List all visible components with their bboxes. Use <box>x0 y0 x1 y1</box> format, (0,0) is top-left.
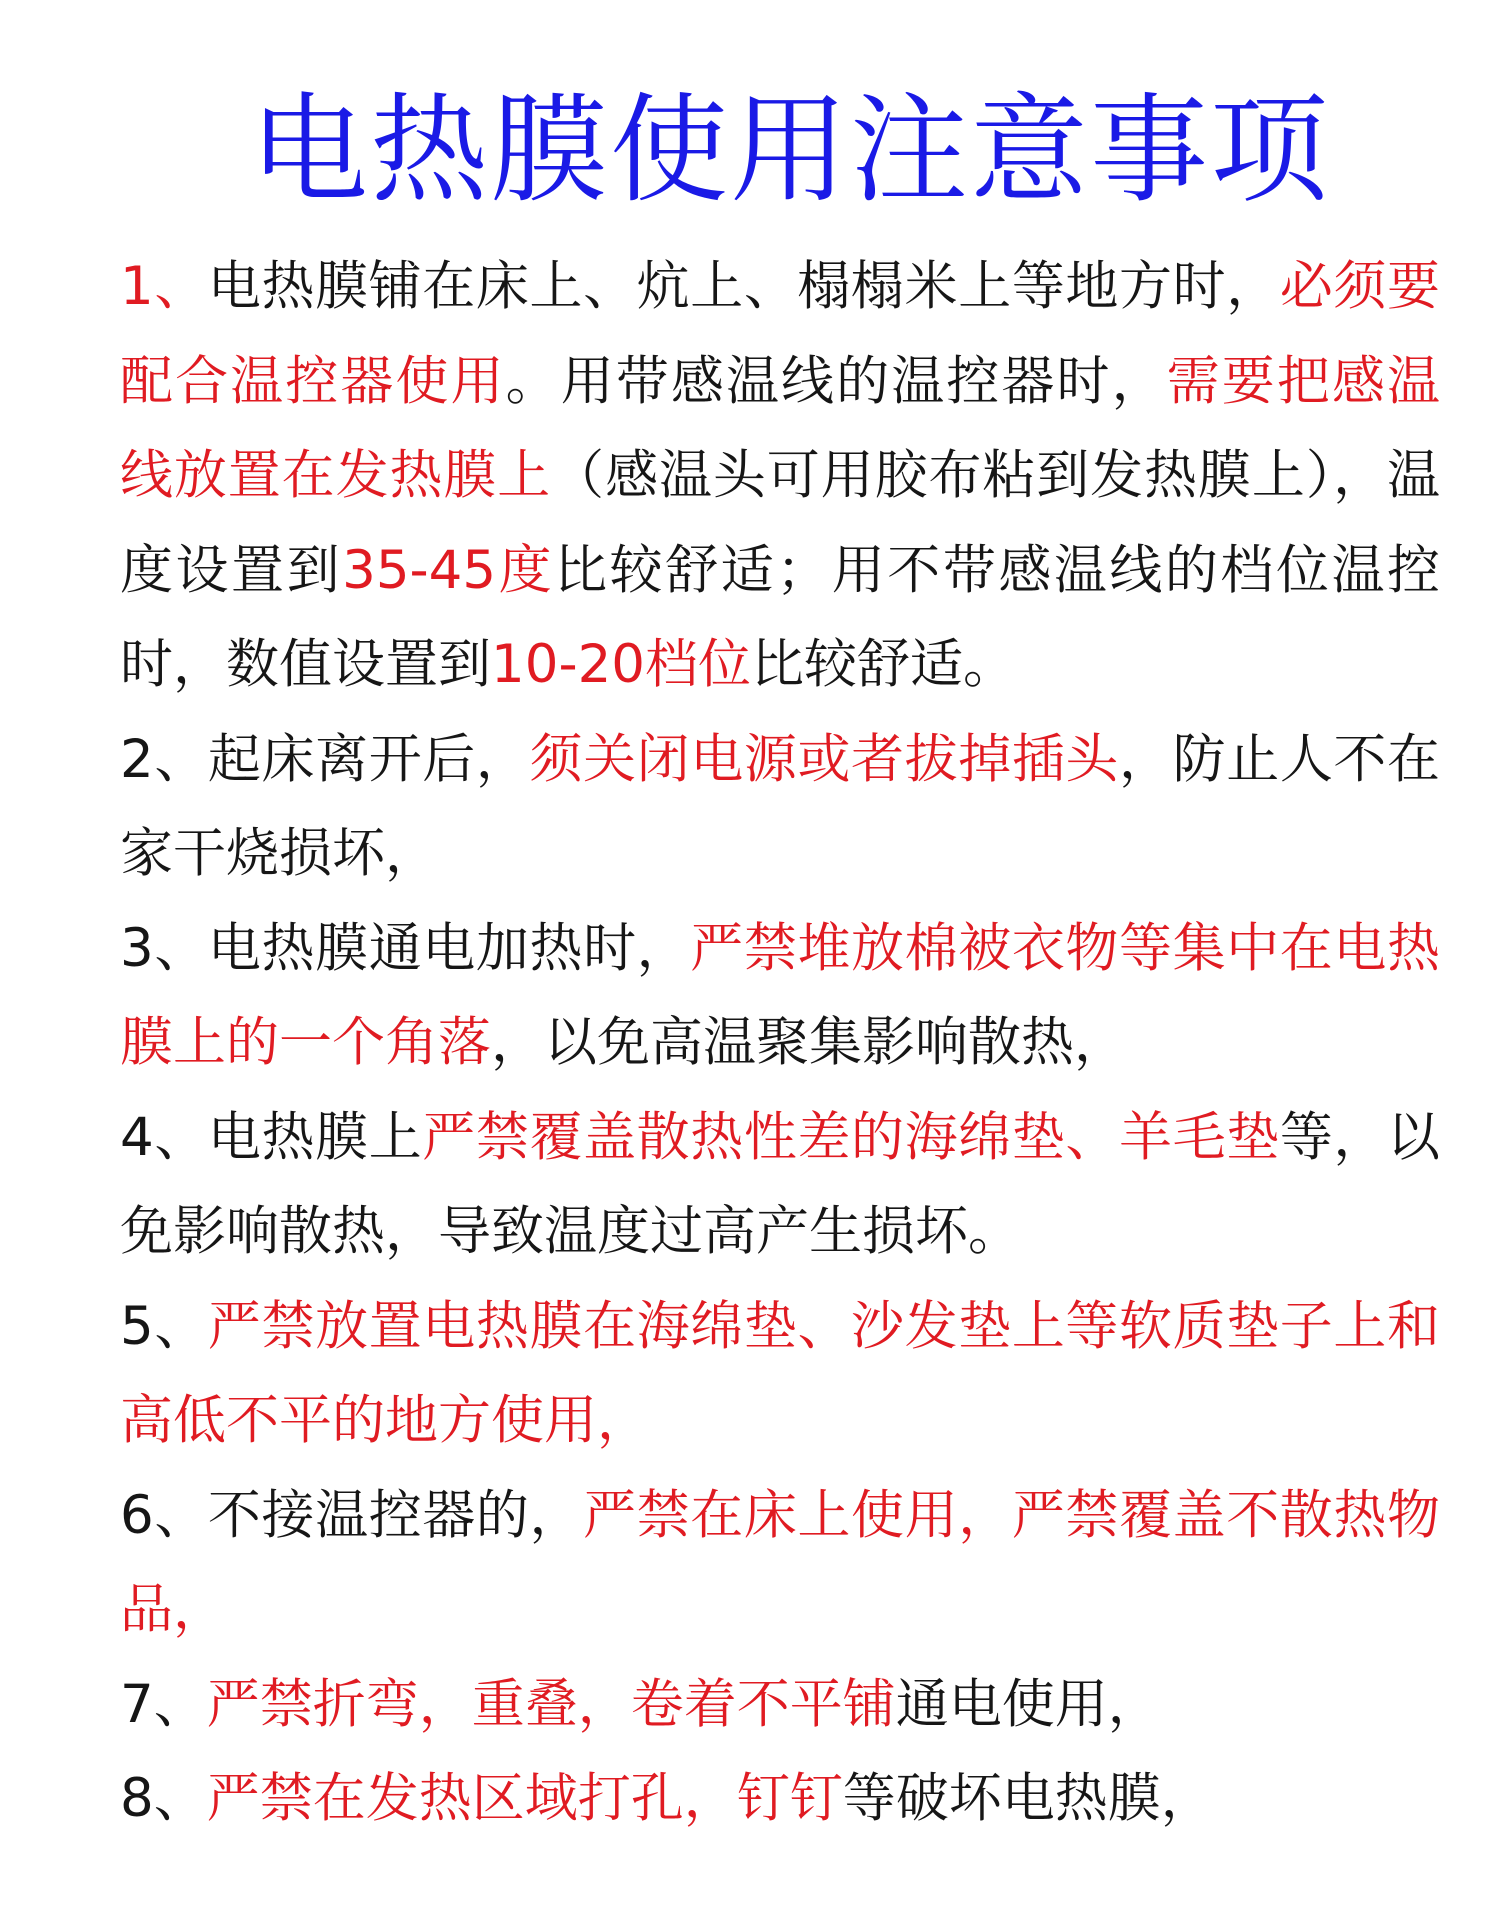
item-text: 7、 <box>120 1673 207 1735</box>
item-text: 比较舒适。 <box>751 634 1017 695</box>
item-emphasis: 严禁堆放棉被衣物等集中在电热膜上的一个角落 <box>120 917 1440 1073</box>
item-text: ，以免高温聚集影响散热， <box>491 1012 1127 1073</box>
item-text: 比较舒适；用不带感温线的档位温控时，数值设置到 <box>120 539 1441 695</box>
item-text: 8、 <box>120 1768 207 1829</box>
notice-item-3 <box>120 902 1440 1091</box>
item-text: 电热膜铺在床上、炕上、榻榻米上等地方时， <box>207 256 1280 317</box>
item-text: 。用带感温线的温控器时， <box>505 350 1167 412</box>
item-emphasis: 10-20档位 <box>491 634 752 695</box>
item-text: 5、 <box>120 1295 208 1357</box>
item-text: 3、电热膜通电加热时， <box>120 917 691 979</box>
item-emphasis: 严禁折弯，重叠，卷着不平铺 <box>206 1673 896 1735</box>
notice-item-8 <box>120 1752 1440 1847</box>
item-text: 通电使用， <box>895 1673 1161 1735</box>
item-text: 6、不接温控器的， <box>120 1484 584 1546</box>
item-emphasis: 严禁覆盖散热性差的海绵垫、羊毛垫 <box>422 1106 1280 1168</box>
item-emphasis: 严禁在床上使用，严禁覆盖不散热物品， <box>120 1484 1440 1640</box>
item-text: 等，以免影响散热，导致温度过高产生损坏。 <box>120 1106 1441 1262</box>
item-text: （感温头可用胶布粘到发热膜上），温度设置到 <box>120 445 1441 601</box>
item-emphasis: 必须要配合温控器使用 <box>120 256 1441 412</box>
notice-item-5 <box>120 1280 1440 1469</box>
item-text: 等破坏电热膜， <box>842 1768 1214 1829</box>
notice-item-6 <box>120 1469 1440 1658</box>
item-emphasis: 严禁在发热区域打孔，钉钉 <box>206 1768 843 1829</box>
item-text: 2、起床离开后， <box>120 728 530 790</box>
document-title: 电热膜使用注意事项 <box>249 81 1330 219</box>
item-text: ，防止人不在家干烧损坏， <box>120 728 1441 884</box>
item-emphasis: 需要把感温线放置在发热膜上 <box>120 350 1441 506</box>
notice-item-7 <box>120 1658 1440 1753</box>
item-emphasis: 须关闭电源或者拔掉插头 <box>529 728 1120 790</box>
item-text: 4、电热膜上 <box>120 1106 423 1168</box>
notice-item-4 <box>120 1091 1440 1280</box>
item-emphasis: 35-45度 <box>342 539 555 601</box>
notice-item-2 <box>120 713 1440 902</box>
item-emphasis: 严禁放置电热膜在海绵垫、沙发垫上等软质垫子上和高低不平的地方使用， <box>120 1295 1440 1451</box>
item-number: 1、 <box>120 256 208 317</box>
notice-item-1 <box>120 240 1440 713</box>
notice-list <box>120 240 1440 1847</box>
